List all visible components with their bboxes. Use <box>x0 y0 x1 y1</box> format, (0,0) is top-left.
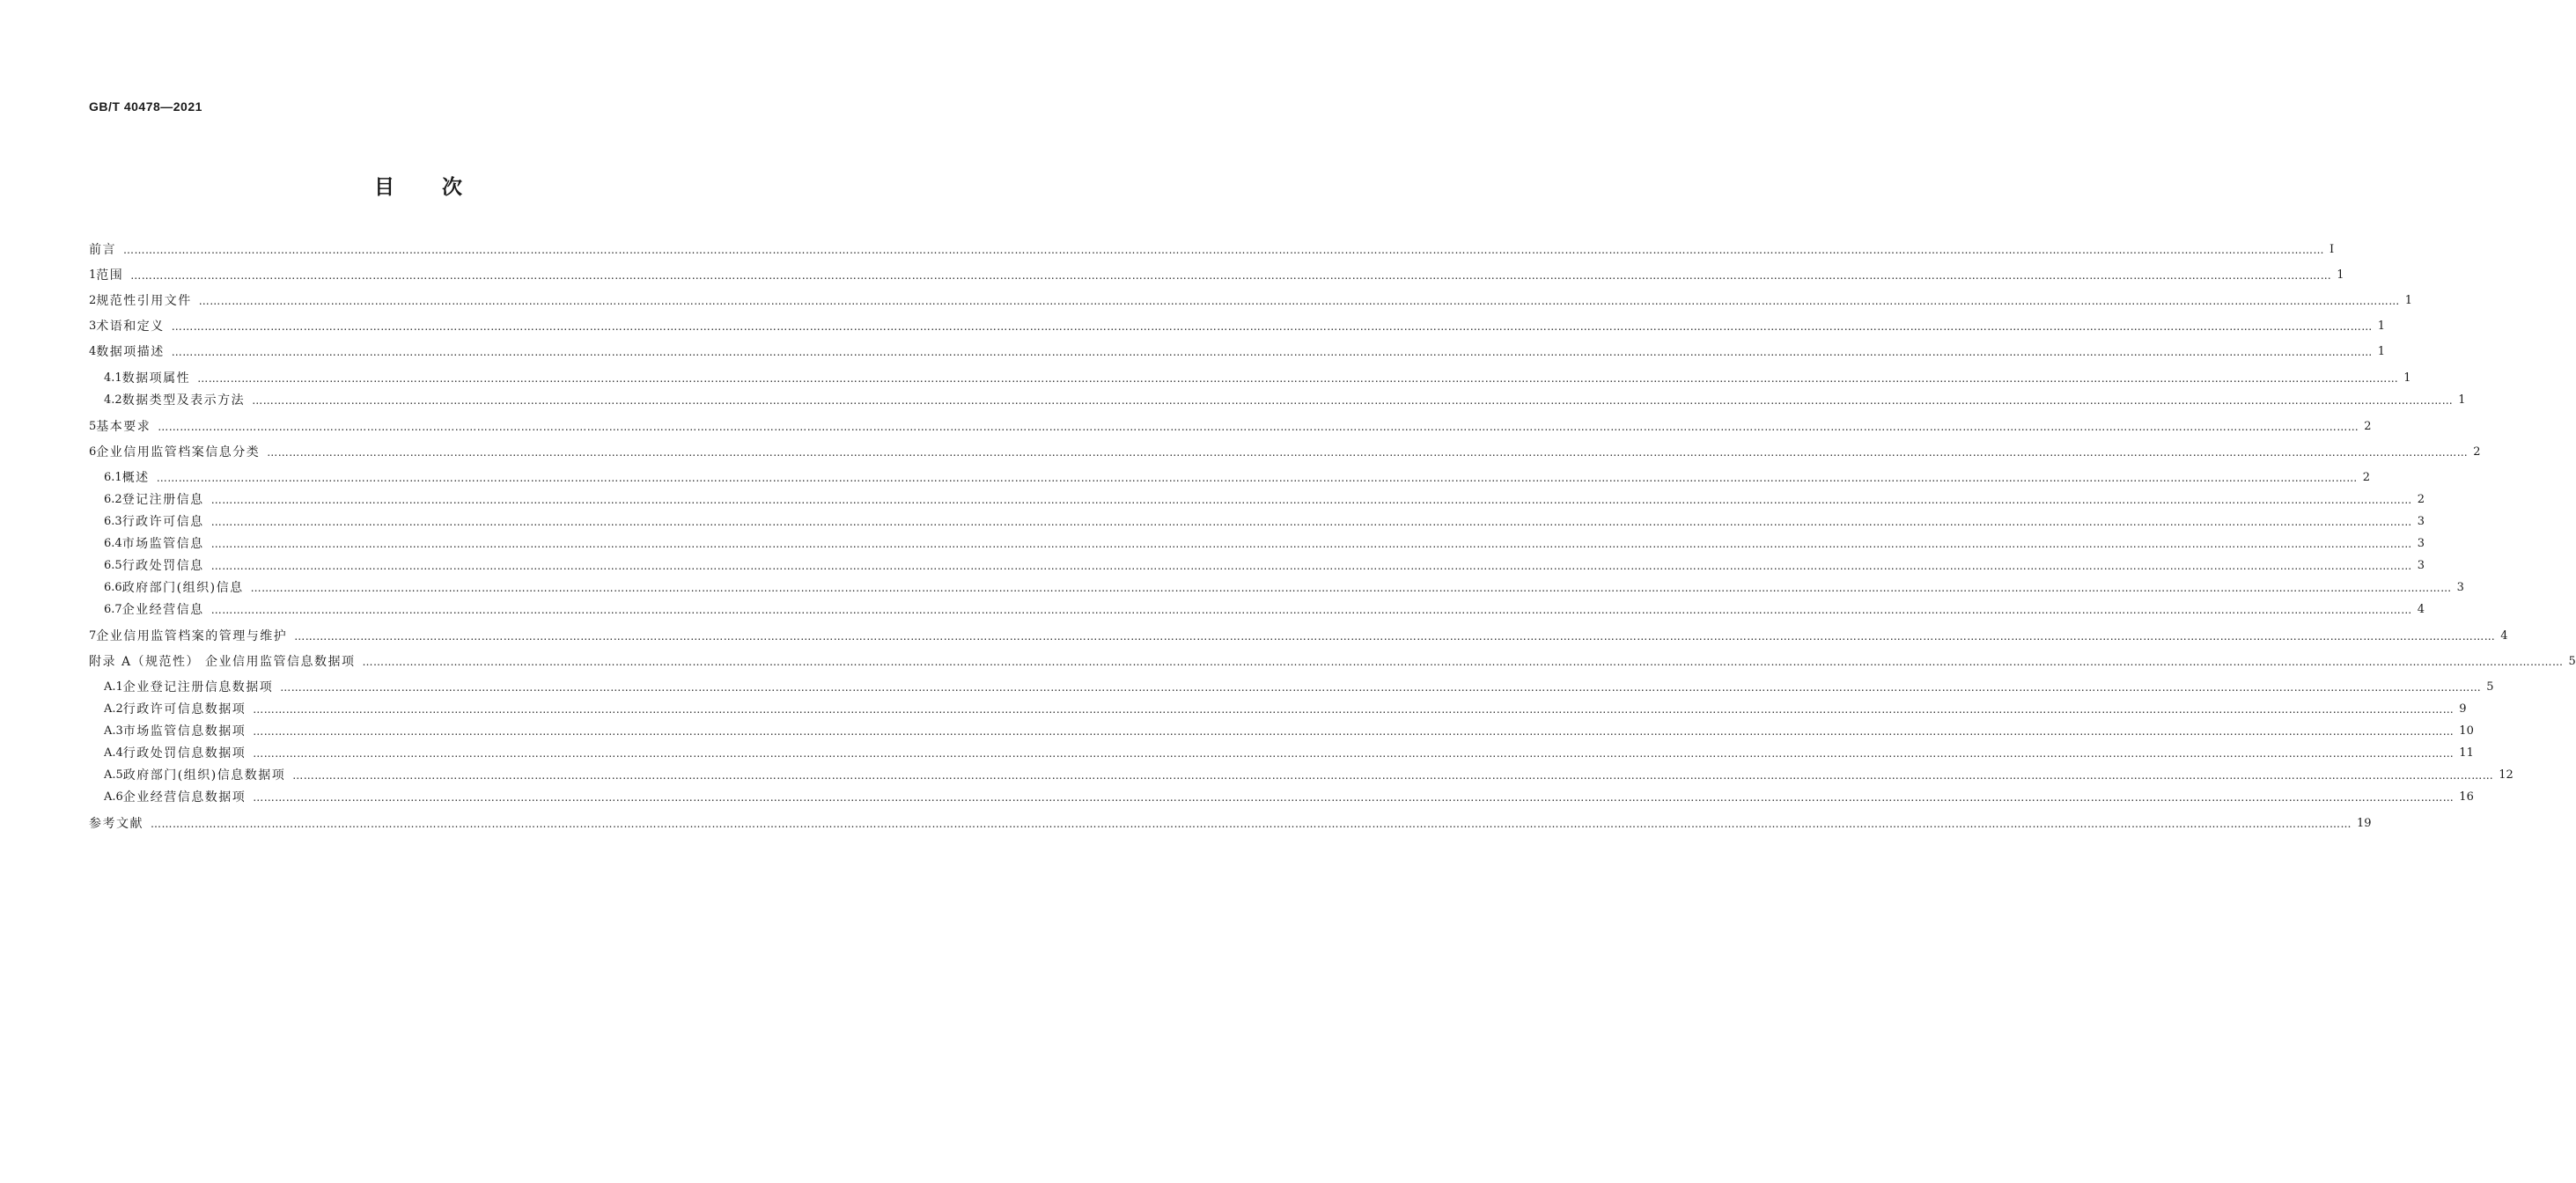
toc-entry-number: A.2 <box>104 702 123 716</box>
toc-entry-page: 16 <box>2459 790 2474 804</box>
toc-entry-label: 市场监管信息数据项 <box>122 724 247 738</box>
toc-entry[interactable] <box>104 579 2464 597</box>
toc-entry-page: 5 <box>2568 655 2576 668</box>
toc-entry-number: 4.2 <box>104 393 122 407</box>
toc-leader-dots: …………………………………………………………………………………………………………………………………………………………………………………………………………………………………………………………………………………………………………………………………………………………………………………………………………………………………………………………………………………………………………………………………………………… <box>156 472 2358 484</box>
page-title-char-1: 目 <box>374 176 394 199</box>
toc-entry-page: 3 <box>2456 581 2464 594</box>
toc-entry-label: 市场监管信息 <box>121 537 204 551</box>
toc-entry-page: 1 <box>2458 393 2466 407</box>
toc-entry-label: 企业信用监管档案信息分类 <box>96 445 261 459</box>
toc-leader-dots: …………………………………………………………………………………………………………………………………………………………………………………………………………………………………………………………………………………………………………………………………………………………………………………………………………………………………………………………………………………………………………………………………………………… <box>171 346 2373 358</box>
toc-leader-dots: …………………………………………………………………………………………………………………………………………………………………………………………………………………………………………………………………………………………………………………………………………………………………………………………………………………………………………………………………………………………………………………………………………………… <box>362 656 2564 668</box>
toc-entry[interactable] <box>104 370 2411 387</box>
toc-entry[interactable] <box>89 241 2335 259</box>
toc-entry-number: A.3 <box>104 724 123 738</box>
toc-entry-label: 范围 <box>96 268 124 283</box>
toc-entry[interactable] <box>104 513 2425 531</box>
page-title-char-2: 次 <box>442 176 462 199</box>
toc-entry[interactable] <box>89 267 2344 284</box>
toc-entry-label: 企业经营信息 <box>121 603 204 617</box>
toc-entry[interactable] <box>104 557 2425 575</box>
toc-leader-dots: …………………………………………………………………………………………………………………………………………………………………………………………………………………………………………………………………………………………………………………………………………………………………………………………………………………………………………………………………………………………………………………………………………………… <box>123 244 2324 256</box>
toc-entry-label: 行政许可信息 <box>121 515 204 529</box>
toc-leader-dots: …………………………………………………………………………………………………………………………………………………………………………………………………………………………………………………………………………………………………………………………………………………………………………………………………………………………………………………………………………………………………………………………………………………… <box>253 725 2455 738</box>
toc-entry-page: 11 <box>2459 746 2474 760</box>
toc-entry[interactable] <box>104 701 2467 718</box>
toc-entry-label: 政府部门(组织)信息 <box>121 581 244 595</box>
toc-leader-dots: …………………………………………………………………………………………………………………………………………………………………………………………………………………………………………………………………………………………………………………………………………………………………………………………………………………………………………………………………………………………………………………………………………………… <box>210 604 2412 616</box>
toc-entry-page: 10 <box>2459 724 2474 738</box>
toc-entry-label: 数据类型及表示方法 <box>121 393 246 408</box>
toc-leader-dots: …………………………………………………………………………………………………………………………………………………………………………………………………………………………………………………………………………………………………………………………………………………………………………………………………………………………………………………………………………………………………………………………………………………… <box>267 446 2469 459</box>
toc-entry[interactable] <box>89 444 2481 461</box>
toc-entry[interactable] <box>89 653 2576 671</box>
toc-entry-label: 术语和定义 <box>96 320 165 334</box>
toc-entry[interactable] <box>104 745 2474 762</box>
toc-entry-number: 2 <box>89 294 97 307</box>
toc-entry-number: 7 <box>89 629 97 643</box>
toc-leader-dots: …………………………………………………………………………………………………………………………………………………………………………………………………………………………………………………………………………………………………………………………………………………………………………………………………………………………………………………………………………………………………………………………………………………… <box>210 494 2412 506</box>
toc-entry[interactable] <box>104 789 2474 806</box>
toc-leader-dots: …………………………………………………………………………………………………………………………………………………………………………………………………………………………………………………………………………………………………………………………………………………………………………………………………………………………………………………………………………………………………………………………………………………… <box>280 681 2482 694</box>
toc-entry-page: 3 <box>2417 515 2425 528</box>
toc-entry[interactable] <box>89 292 2413 310</box>
toc-entry-label: 概述 <box>121 471 150 485</box>
toc-entry[interactable] <box>104 601 2425 619</box>
toc-entry-label: 行政处罚信息数据项 <box>122 746 247 760</box>
toc-entry-page: 1 <box>2337 268 2344 282</box>
toc-entry-number: A.4 <box>104 746 123 760</box>
toc-leader-dots: …………………………………………………………………………………………………………………………………………………………………………………………………………………………………………………………………………………………………………………………………………………………………………………………………………………………………………………………………………………………………………………………………………………… <box>210 516 2412 528</box>
toc-entry-number: 4 <box>89 345 97 358</box>
toc-entry[interactable] <box>89 628 2508 645</box>
toc-entry-page: 4 <box>2500 629 2508 643</box>
toc-leader-dots: …………………………………………………………………………………………………………………………………………………………………………………………………………………………………………………………………………………………………………………………………………………………………………………………………………………………………………………………………………………………………………………………………………………… <box>253 791 2455 804</box>
toc-entry-number: 3 <box>89 320 97 333</box>
toc-leader-dots: …………………………………………………………………………………………………………………………………………………………………………………………………………………………………………………………………………………………………………………………………………………………………………………………………………………………………………………………………………………………………………………………………………………… <box>253 703 2455 716</box>
toc-entry-page: 4 <box>2417 603 2425 616</box>
toc-entry-label: 登记注册信息 <box>121 493 204 507</box>
toc-leader-dots: …………………………………………………………………………………………………………………………………………………………………………………………………………………………………………………………………………………………………………………………………………………………………………………………………………………………………………………………………………………………………………………………………………………… <box>210 538 2412 550</box>
toc-entry-page: 2 <box>2473 445 2481 459</box>
toc-entry-number: A.1 <box>104 680 123 694</box>
toc-entry-label: 前言 <box>89 243 116 257</box>
toc-entry-number: 6.1 <box>104 471 122 484</box>
toc-leader-dots: …………………………………………………………………………………………………………………………………………………………………………………………………………………………………………………………………………………………………………………………………………………………………………………………………………………………………………………………………………………………………………………………………………………… <box>253 747 2455 760</box>
toc-entry-page: 1 <box>2404 294 2413 307</box>
toc-entry-label: 政府部门(组织)信息数据项 <box>122 768 286 783</box>
toc-leader-dots: …………………………………………………………………………………………………………………………………………………………………………………………………………………………………………………………………………………………………………………………………………………………………………………………………………………………………………………………………………………………………………………………………………………… <box>151 818 2352 830</box>
toc-entry[interactable] <box>104 392 2466 409</box>
toc-entry-label: 数据项属性 <box>121 371 191 386</box>
toc-leader-dots: …………………………………………………………………………………………………………………………………………………………………………………………………………………………………………………………………………………………………………………………………………………………………………………………………………………………………………………………………………………………………………………………………………………… <box>250 582 2452 594</box>
toc-entry-number: 6.6 <box>104 581 122 594</box>
toc-entry-page: 5 <box>2486 680 2494 694</box>
toc-leader-dots: …………………………………………………………………………………………………………………………………………………………………………………………………………………………………………………………………………………………………………………………………………………………………………………………………………………………………………………………………………………………………………………………………………………… <box>294 630 2496 643</box>
toc-entry-number: 6.2 <box>104 493 122 506</box>
toc-entry[interactable] <box>104 767 2513 784</box>
toc-entry-page: 2 <box>2417 493 2425 506</box>
toc-entry-page: 19 <box>2357 817 2372 830</box>
toc-entry-number: 6.3 <box>104 515 122 528</box>
toc-entry-number: 6.5 <box>104 559 122 572</box>
toc-entry-number: A.5 <box>104 768 123 782</box>
toc-entry-label: 参考文献 <box>89 817 144 831</box>
toc-leader-dots: …………………………………………………………………………………………………………………………………………………………………………………………………………………………………………………………………………………………………………………………………………………………………………………………………………………………………………………………………………………………………………………………………………………… <box>130 269 2332 282</box>
toc-entry-label: 企业信用监管档案的管理与维护 <box>96 629 288 643</box>
toc-entry[interactable] <box>89 418 2372 436</box>
toc-entry-label: 数据项描述 <box>96 345 165 359</box>
toc-entry-number: 6 <box>89 445 97 459</box>
toc-leader-dots: …………………………………………………………………………………………………………………………………………………………………………………………………………………………………………………………………………………………………………………………………………………………………………………………………………………………………………………………………………………………………………………………………………………… <box>158 421 2359 433</box>
toc-entry-page: 2 <box>2364 420 2372 433</box>
toc-leader-dots: …………………………………………………………………………………………………………………………………………………………………………………………………………………………………………………………………………………………………………………………………………………………………………………………………………………………………………………………………………………………………………………………………………………… <box>171 320 2373 333</box>
toc-entry-page: 1 <box>2377 345 2386 358</box>
toc-entry-number: 5 <box>89 420 97 433</box>
toc-entry-label: 附录 A（规范性） 企业信用监管信息数据项 <box>89 655 356 669</box>
toc-entry[interactable] <box>104 679 2494 696</box>
toc-entry[interactable] <box>104 723 2474 740</box>
toc-entry-number: 1 <box>89 268 97 282</box>
toc-entry-page: 3 <box>2417 559 2425 572</box>
toc-entry-label: 企业经营信息数据项 <box>122 790 247 805</box>
toc-entry-label: 基本要求 <box>96 420 151 434</box>
toc-entry-number: A.6 <box>104 790 123 804</box>
toc-leader-dots: …………………………………………………………………………………………………………………………………………………………………………………………………………………………………………………………………………………………………………………………………………………………………………………………………………………………………………………………………………………………………………………………………………………… <box>252 394 2454 407</box>
toc-entry-number: 6.4 <box>104 537 122 550</box>
toc-entry[interactable] <box>89 815 2372 833</box>
toc-entry-page: 2 <box>2362 471 2370 484</box>
toc-entry-page: 1 <box>2377 320 2386 333</box>
document-code: GB/T 40478—2021 <box>89 99 202 114</box>
toc-entry-page: 12 <box>2499 768 2513 782</box>
toc-entry-page: 3 <box>2417 537 2425 550</box>
toc-entry[interactable] <box>104 491 2425 509</box>
toc-entry-number: 4.1 <box>104 371 122 385</box>
toc-entry[interactable] <box>89 318 2386 335</box>
toc-leader-dots: …………………………………………………………………………………………………………………………………………………………………………………………………………………………………………………………………………………………………………………………………………………………………………………………………………………………………………………………………………………………………………………………………………………… <box>292 769 2494 782</box>
toc-entry-number: 6.7 <box>104 603 122 616</box>
toc-entry-label: 行政处罚信息 <box>121 559 204 573</box>
toc-entry[interactable] <box>89 343 2386 361</box>
toc-entry-label: 行政许可信息数据项 <box>122 702 247 716</box>
toc-leader-dots: …………………………………………………………………………………………………………………………………………………………………………………………………………………………………………………………………………………………………………………………………………………………………………………………………………………………………………………………………………………………………………………………………………………… <box>210 560 2412 572</box>
toc-entry-page: 1 <box>2403 371 2411 385</box>
toc-entry[interactable] <box>104 535 2425 553</box>
toc-entry-label: 规范性引用文件 <box>96 294 192 308</box>
toc-leader-dots: …………………………………………………………………………………………………………………………………………………………………………………………………………………………………………………………………………………………………………………………………………………………………………………………………………………………………………………………………………………………………………………………………………………… <box>198 295 2400 307</box>
toc-entry-page: 9 <box>2459 702 2467 716</box>
toc-leader-dots: …………………………………………………………………………………………………………………………………………………………………………………………………………………………………………………………………………………………………………………………………………………………………………………………………………………………………………………………………………………………………………………………………………………… <box>197 372 2399 385</box>
toc-entry[interactable] <box>104 469 2370 487</box>
toc-entry-label: 企业登记注册信息数据项 <box>122 680 274 694</box>
toc-entry-page: Ⅰ <box>2329 243 2335 256</box>
